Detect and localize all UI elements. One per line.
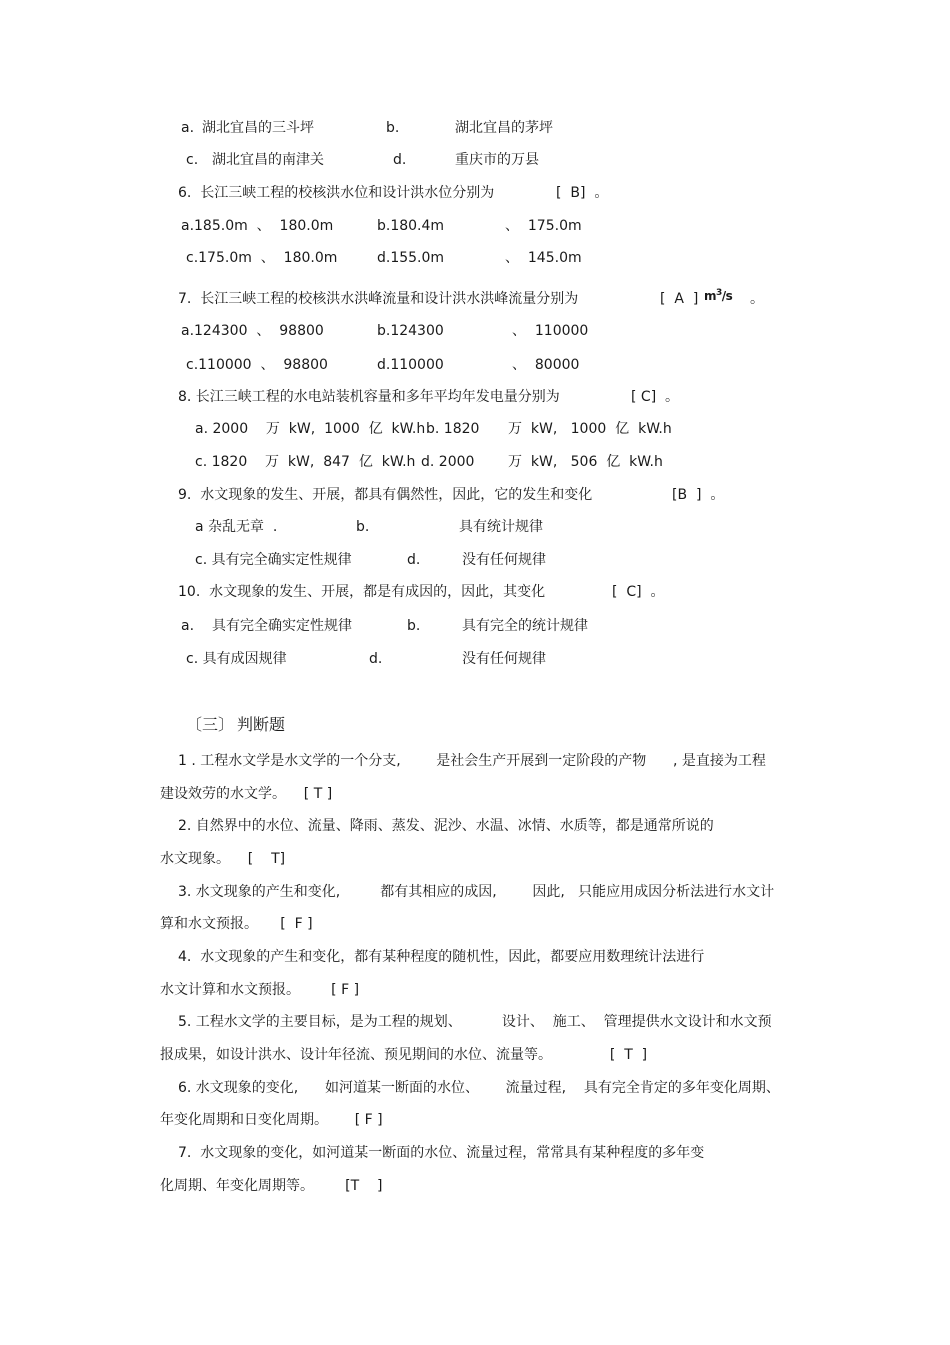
q10-option-b-text: 具有完全的统计规律 (462, 618, 588, 634)
q10-option-c: c. 具有成因规律 (186, 651, 287, 667)
q8-stem: 8. 长江三峡工程的水电站装机容量和多年平均年发电量分别为 (178, 389, 560, 405)
tf-statement-6-line-2: 年变化周期和日变化周期。 [ F ] (160, 1112, 383, 1128)
q6-option-c: c.175.0m 、 180.0m (186, 250, 338, 266)
q6-option-d: d.155.0m (377, 250, 445, 266)
tf-statement-1-line-1: 1 . 工程水文学是水文学的一个分支, 是社会生产开展到一定阶段的产物 , 是直接为工程 (178, 753, 766, 769)
q6-answer: [ B] 。 (556, 185, 609, 201)
q7-period: 。 (750, 291, 764, 307)
q10-option-d-marker: d. (369, 651, 383, 667)
q10-stem: 10. 水文现象的发生、开展，都是有成因的，因此，其变化 (178, 584, 546, 600)
section-number: 〔三〕 (186, 715, 235, 734)
q8-option-b-value: 万 kW, 1000 亿 kW.h (508, 421, 672, 437)
q10-answer: [ C] 。 (612, 584, 665, 600)
q6-option-d-value: 、 145.0m (505, 250, 582, 266)
q9-option-b-text: 具有统计规律 (459, 519, 543, 535)
q7-option-b-value: 、 110000 (512, 323, 589, 339)
q6-option-a: a.185.0m 、 180.0m (181, 218, 334, 234)
q9-option-d-marker: d. (407, 552, 421, 568)
tf-statement-2-line-1: 2. 自然界中的水位、流量、降雨、蒸发、泥沙、水温、冰情、水质等，都是通常所说的 (178, 818, 714, 834)
q8-option-d: d. 2000 (421, 454, 475, 470)
q5-option-d-marker: d. (393, 152, 407, 168)
tf-statement-6-line-1: 6. 水文现象的变化, 如河道某一断面的水位、 流量过程, 具有完全肯定的多年变化周期、 (178, 1080, 780, 1096)
tf-statement-5-line-1: 5. 工程水文学的主要目标，是为工程的规划、 设计、 施工、 管理提供水文设计和水文预 (178, 1014, 772, 1030)
q6-stem: 6. 长江三峡工程的校核洪水位和设计洪水位分别为 (178, 185, 495, 201)
q5-option-a-marker: a. (181, 120, 195, 136)
q6-option-b: b.180.4m (377, 218, 445, 234)
q7-option-a: a.124300 、 98800 (181, 323, 324, 339)
q8-option-a: a. 2000 万 kW, 1000 亿 kW.h (195, 421, 426, 437)
q9-option-b-marker: b. (356, 519, 370, 535)
q5-option-c-text: 湖北宜昌的南津关 (212, 152, 324, 168)
tf-statement-3-line-2: 算和水文预报。 [ F ] (160, 916, 313, 932)
q7-unit: $m^3/s$ (704, 288, 733, 303)
q9-option-a: a 杂乱无章 . (195, 519, 278, 535)
q5-option-a-text: 湖北宜昌的三斗坪 (202, 120, 314, 136)
tf-statement-5-line-2: 报成果，如设计洪水、设计年径流、预见期间的水位、流量等。 [ T ] (160, 1047, 648, 1063)
q7-option-d: d.110000 (377, 357, 444, 373)
q9-option-d-text: 没有任何规律 (462, 552, 546, 568)
q8-option-b: b. 1820 (426, 421, 480, 437)
q9-answer: [B ] 。 (672, 487, 725, 503)
tf-statement-3-line-1: 3. 水文现象的产生和变化, 都有其相应的成因, 因此, 只能应用成因分析法进行水文计 (178, 884, 775, 900)
q7-stem: 7. 长江三峡工程的校核洪水洪峰流量和设计洪水洪峰流量分别为 (178, 291, 579, 307)
q7-option-b: b.124300 (377, 323, 444, 339)
q5-option-b-text: 湖北宜昌的茅坪 (455, 120, 553, 136)
q7-option-d-value: 、 80000 (512, 357, 580, 373)
tf-statement-4-line-2: 水文计算和水文预报。 [ F ] (160, 982, 360, 998)
q7-option-c: c.110000 、 98800 (186, 357, 328, 373)
q10-option-a-marker: a. (181, 618, 195, 634)
section-title: 判断题 (237, 715, 286, 734)
tf-statement-7-line-1: 7. 水文现象的变化，如河道某一断面的水位、流量过程，常常具有某种程度的多年变 (178, 1145, 705, 1161)
q9-stem: 9. 水文现象的发生、开展，都具有偶然性，因此，它的发生和变化 (178, 487, 593, 503)
q5-option-b-marker: b. (386, 120, 400, 136)
q5-option-d-text: 重庆市的万县 (455, 152, 539, 168)
q5-option-c-marker: c. (186, 152, 199, 168)
q8-answer: [ C] 。 (631, 389, 680, 405)
tf-statement-4-line-1: 4. 水文现象的产生和变化，都有某种程度的随机性，因此，都要应用数理统计法进行 (178, 949, 705, 965)
q10-option-a-text: 具有完全确实定性规律 (212, 618, 352, 634)
tf-statement-2-line-2: 水文现象。 [ T] (160, 851, 286, 867)
q7-answer: [ A ] (660, 291, 699, 307)
tf-statement-1-line-2: 建设效劳的水文学。 [ T ] (160, 786, 333, 802)
q6-option-b-value: 、 175.0m (505, 218, 582, 234)
q9-option-c: c. 具有完全确实定性规律 (195, 552, 352, 568)
q8-option-c: c. 1820 万 kW, 847 亿 kW.h (195, 454, 416, 470)
q10-option-b-marker: b. (407, 618, 421, 634)
q10-option-d-text: 没有任何规律 (462, 651, 546, 667)
q8-option-d-value: 万 kW, 506 亿 kW.h (508, 454, 663, 470)
tf-statement-7-line-2: 化周期、年变化周期等。 [T ] (160, 1178, 383, 1194)
